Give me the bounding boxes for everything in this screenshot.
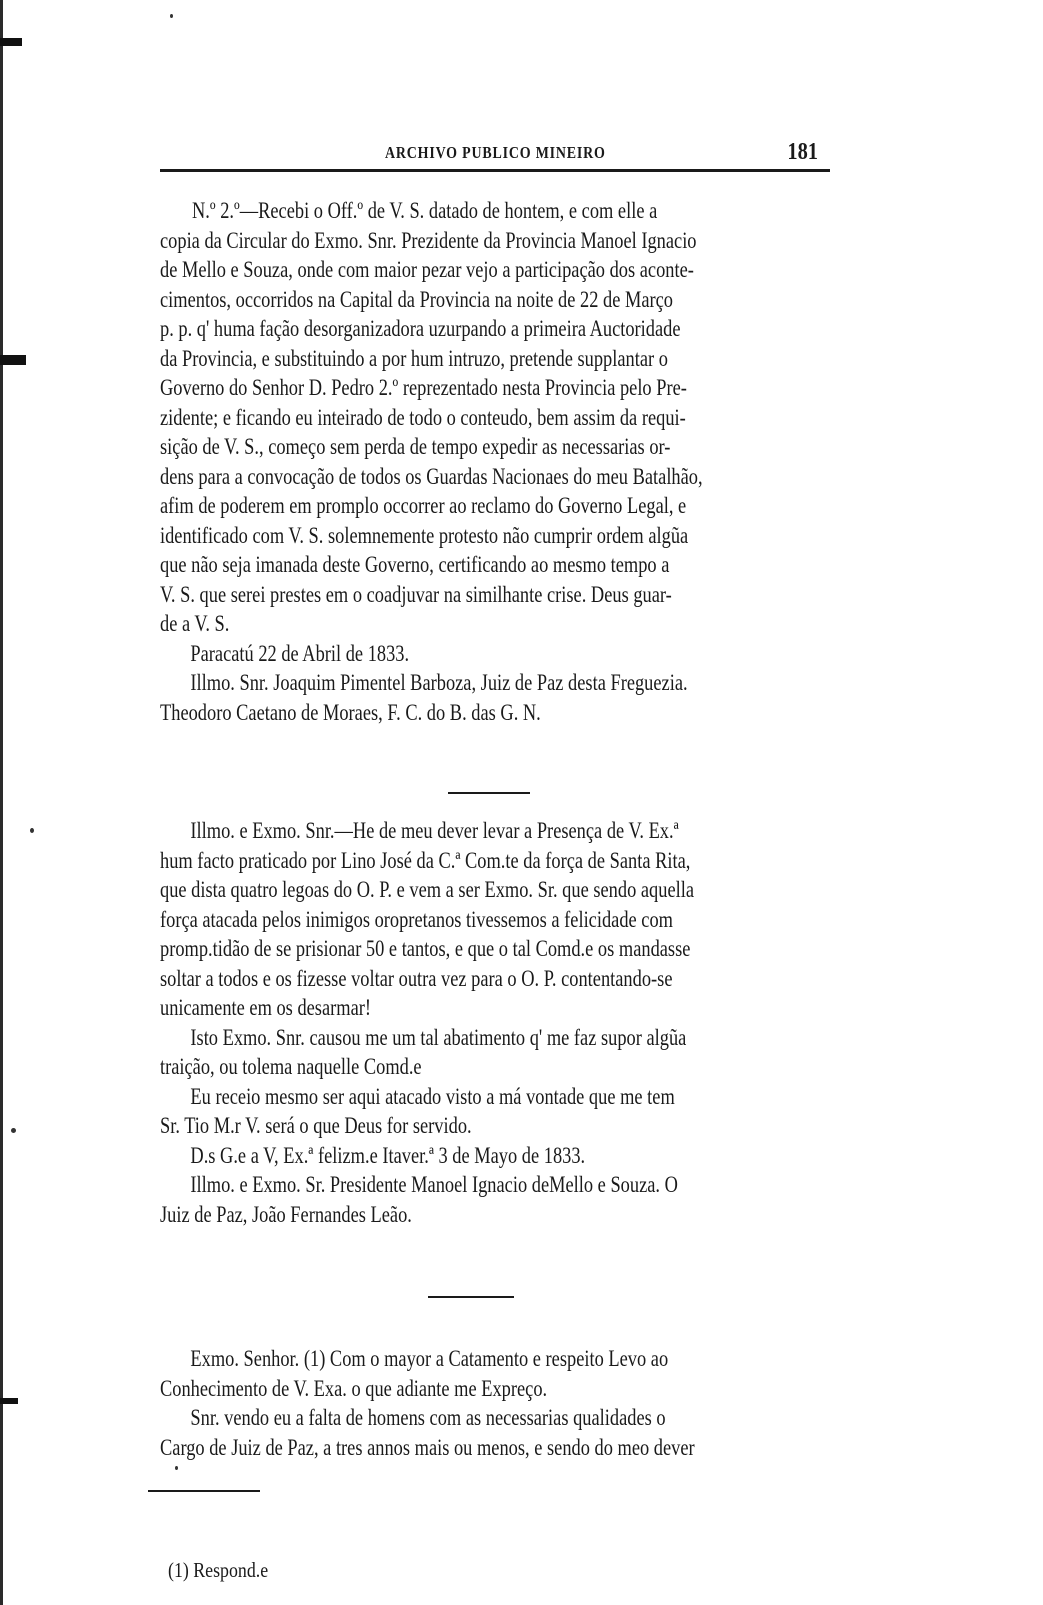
text-line: V. S. que serei prestes em o coadjuvar na similhante crise. Deus guar- <box>160 581 672 607</box>
text-line: Theodoro Caetano de Moraes, F. C. do B. das G. N. <box>160 699 541 725</box>
text-line: Illmo. Snr. Joaquim Pimentel Barboza, Juiz de Paz desta Freguezia. <box>190 670 688 695</box>
text-line: da Provincia, e substituindo a por hum intruzo, pretende supplantar o <box>160 345 668 371</box>
text-line: identificado com V. S. solemnemente protesto não cumprir ordem algũa <box>160 522 689 548</box>
text-line: Eu receio mesmo ser aqui atacado visto a má vontade que me tem <box>190 1083 675 1109</box>
running-head: ARCHIVO PUBLICO MINEIRO <box>385 143 606 162</box>
binding-edge <box>0 0 3 1605</box>
text-line: Illmo. e Exmo. Snr.—He de meu dever levar a Presença de V. Ex.ª <box>190 818 679 843</box>
letter-section-1 <box>160 196 820 727</box>
speck <box>170 14 173 18</box>
edge-mark <box>0 1398 18 1404</box>
text-line: Conhecimento de V. Exa. o que adiante me Expreço. <box>160 1375 548 1401</box>
text-line: Paracatú 22 de Abril de 1833. <box>190 640 410 666</box>
text-line: soltar a todos e os fizesse voltar outra vez para o O. P. contentando-se <box>160 965 673 991</box>
text-line: Juiz de Paz, João Fernandes Leão. <box>160 1201 412 1227</box>
text-line: Isto Exmo. Snr. causou me um tal abatimento q' me faz supor algũa <box>190 1024 687 1050</box>
speck <box>175 1466 178 1470</box>
letter-section-3 <box>160 1344 820 1462</box>
text-line: força atacada pelos inimigos oropretanos tivessemos a felicidade com <box>160 906 673 932</box>
header-rule <box>160 169 830 172</box>
text-line: Snr. vendo eu a falta de homens com as necessarias qualidades o <box>190 1405 666 1430</box>
footnote: (1) Respond.e <box>168 1558 269 1582</box>
page-header <box>160 135 830 175</box>
text-line: de a V. S. <box>160 611 230 636</box>
text-line: dens para a convocação de todos os Guardas Nacionaes do meu Batalhão, <box>160 463 703 489</box>
edge-mark <box>0 355 26 365</box>
section-separator <box>448 792 530 794</box>
text-line: D.s G.e a V, Ex.ª felizm.e Itaver.ª 3 de Mayo de 1833. <box>190 1142 586 1168</box>
footnote-rule <box>148 1490 260 1492</box>
text-line: que dista quatro legoas do O. P. e vem a ser Exmo. Sr. que sendo aquella <box>160 877 694 902</box>
edge-mark <box>0 38 22 46</box>
text-line: Cargo de Juiz de Paz, a tres annos mais ou menos, e sendo do meo dever <box>160 1434 695 1460</box>
text-line: p. p. q' huma fação desorganizadora uzurpando a primeira Auctoridade <box>160 316 681 341</box>
section-separator <box>428 1296 514 1298</box>
text-line: sição de V. S., começo sem perda de tempo expedir as necessarias or- <box>160 434 671 459</box>
text-line: copia da Circular do Exmo. Snr. Prezidente da Provincia Manoel Ignacio <box>160 227 697 253</box>
speck <box>30 828 34 833</box>
page-number: 181 <box>787 139 818 165</box>
text-line: N.º 2.º—Recebi o Off.º de V. S. datado de hontem, e com elle a <box>192 198 658 223</box>
text-line: unicamente em os desarmar! <box>160 995 371 1020</box>
text-line: traição, ou tolema naquelle Comd.e <box>160 1054 422 1079</box>
text-line: afim de poderem em promplo occorrer ao reclamo do Governo Legal, e <box>160 493 687 518</box>
text-line: cimentos, occorridos na Capital da Provincia na noite de 22 de Março <box>160 286 673 312</box>
text-line: Governo do Senhor D. Pedro 2.º reprezentado nesta Provincia pelo Pre- <box>160 375 687 400</box>
text-line: hum facto praticado por Lino José da C.ª Com.te da força de Santa Rita, <box>160 847 691 873</box>
text-line: Sr. Tio M.r V. será o que Deus for servido. <box>160 1113 472 1138</box>
text-line: que não seja imanada deste Governo, certificando ao mesmo tempo a <box>160 552 670 577</box>
text-line: Illmo. e Exmo. Sr. Presidente Manoel Ignacio deMello e Souza. O <box>190 1172 678 1197</box>
speck <box>11 1128 16 1133</box>
text-line: zidente; e ficando eu inteirado de todo o conteudo, bem assim da requi- <box>160 404 686 430</box>
letter-section-2 <box>160 816 820 1229</box>
text-line: promp.tidão de se prisionar 50 e tantos, e que o tal Comd.e os mandasse <box>160 936 691 961</box>
text-line: de Mello e Souza, onde com maior pezar vejo a participação dos aconte- <box>160 257 694 282</box>
text-line: Exmo. Senhor. (1) Com o mayor a Catamento e respeito Levo ao <box>190 1346 669 1371</box>
